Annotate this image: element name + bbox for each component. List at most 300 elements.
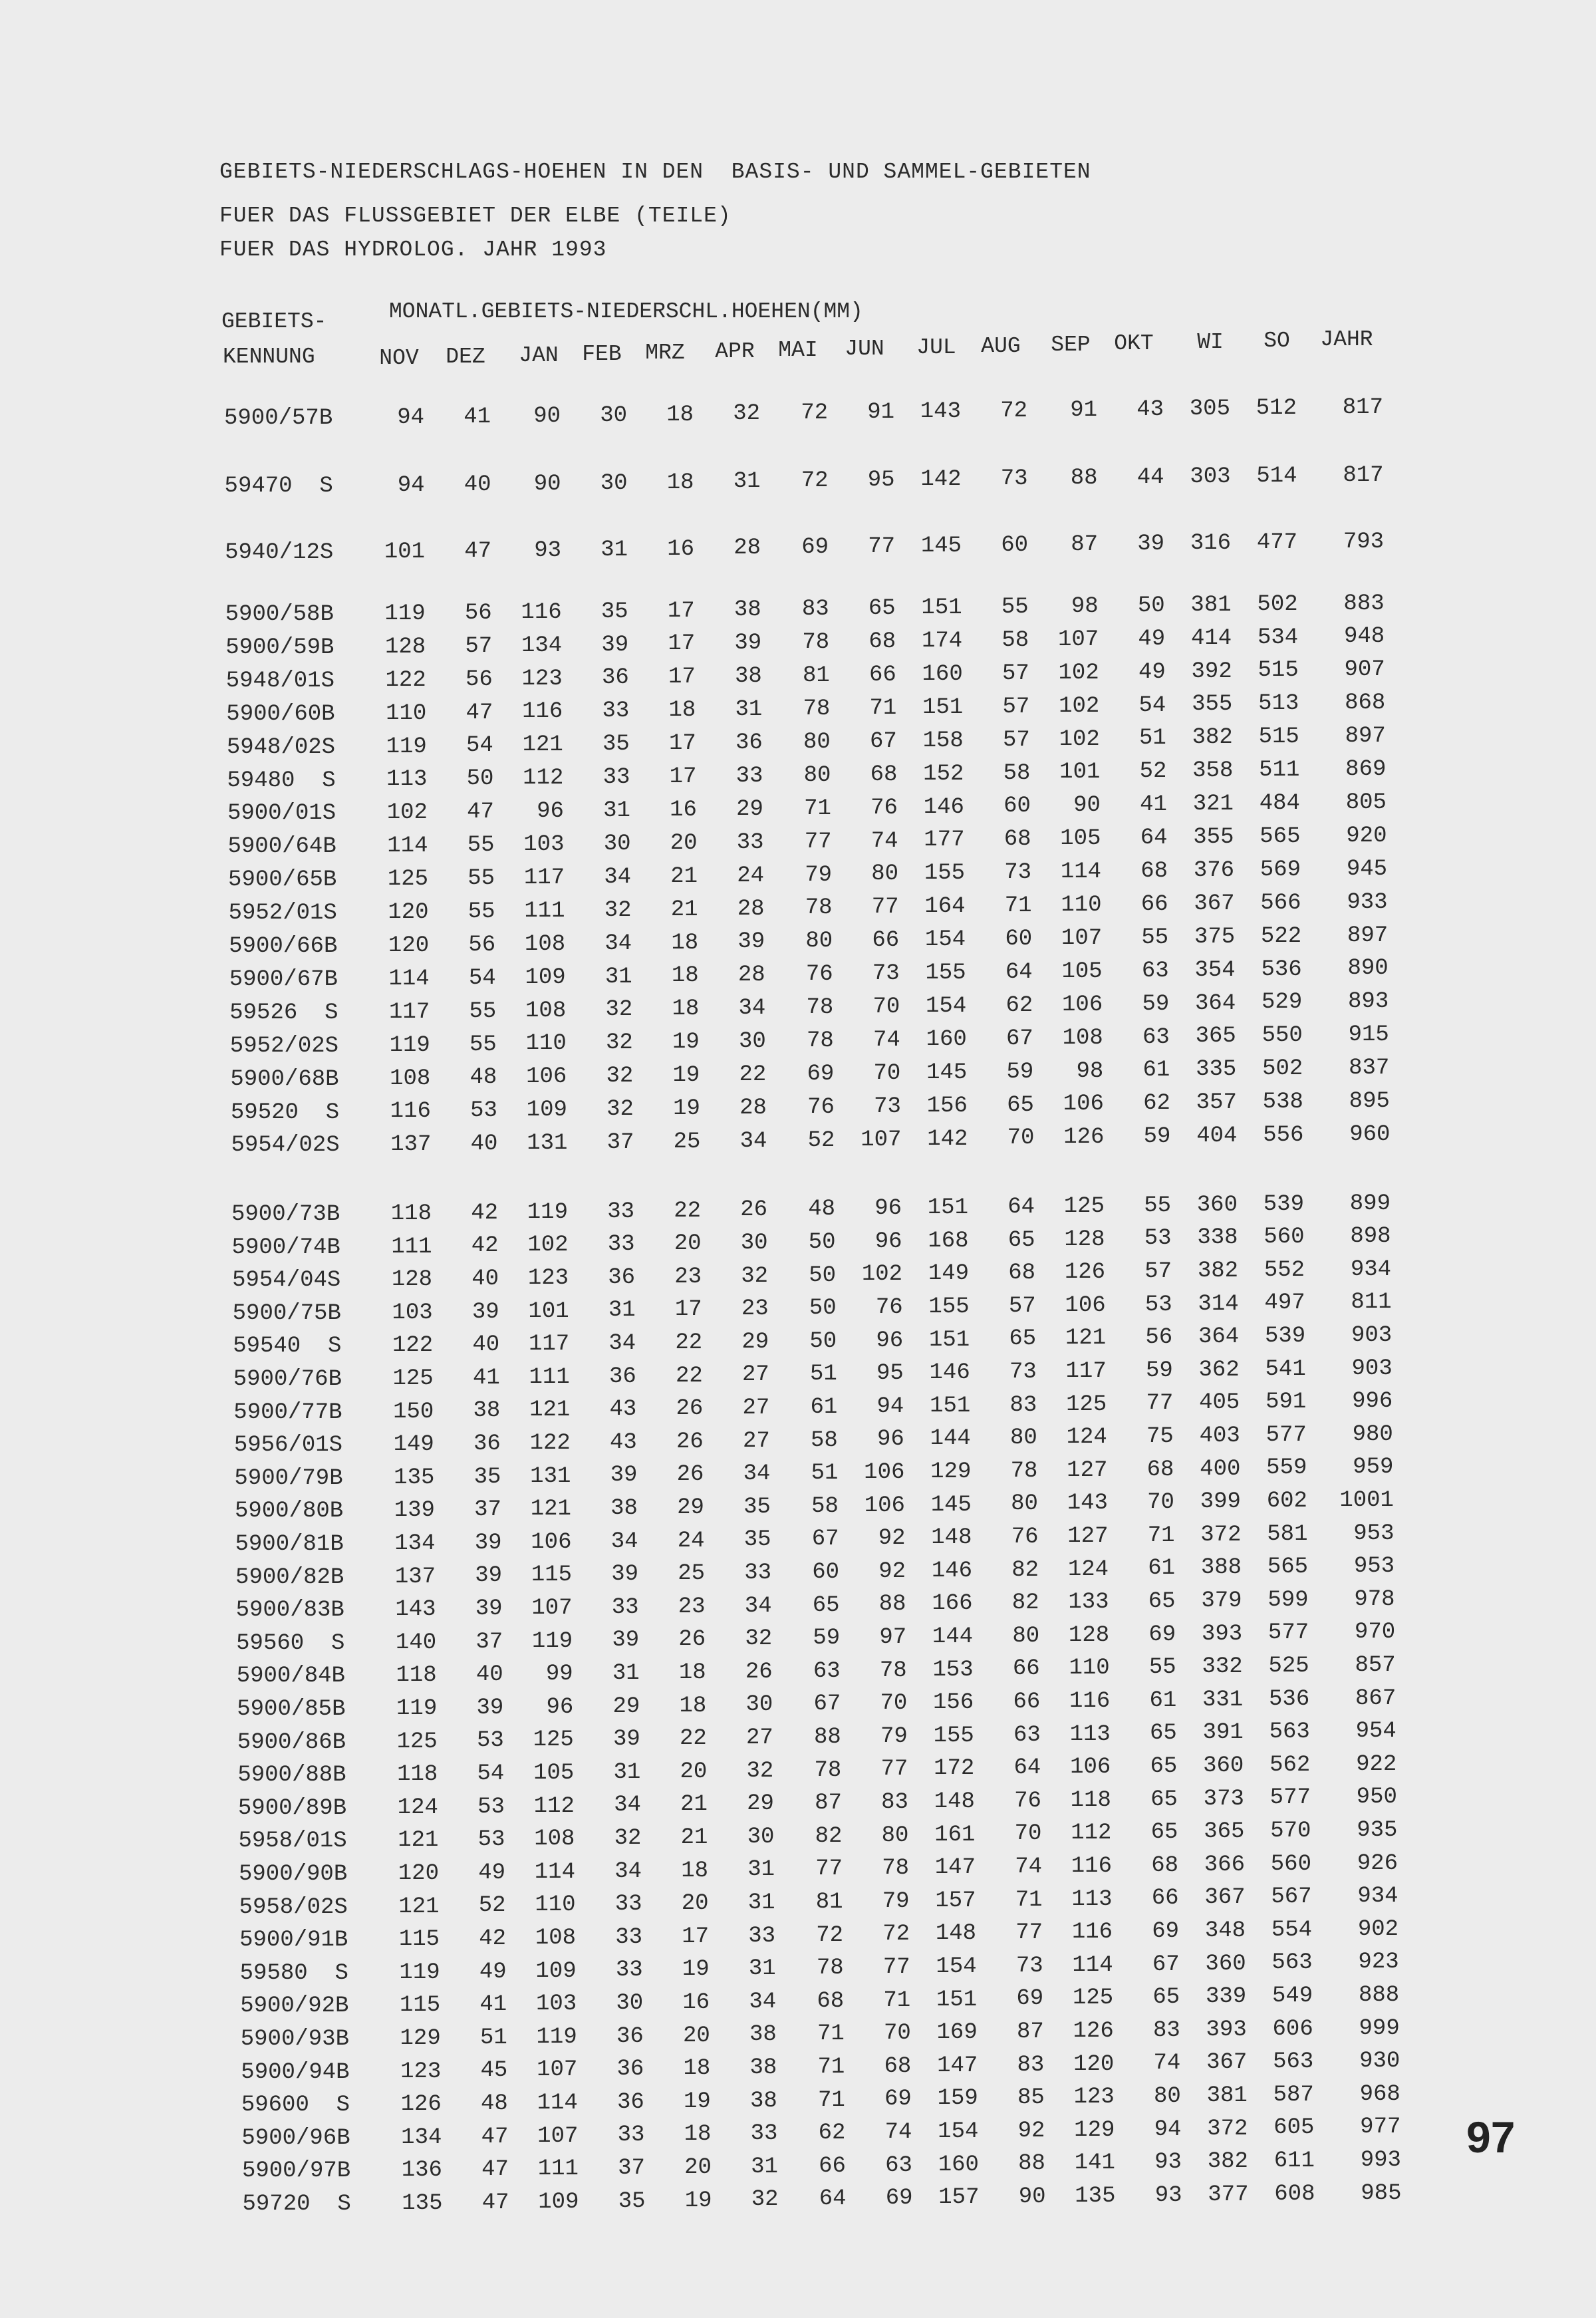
value-cell-jahr: 898 bbox=[1350, 1224, 1391, 1250]
value-cell-jul: 147 bbox=[934, 1855, 976, 1881]
value-cell-sep: 114 bbox=[1072, 1952, 1113, 1978]
value-cell-apr: 32 bbox=[741, 1263, 769, 1289]
value-cell-jan: 110 bbox=[535, 1892, 576, 1918]
value-cell-so: 514 bbox=[1256, 463, 1297, 489]
value-cell-wi: 373 bbox=[1203, 1786, 1244, 1812]
value-cell-so: 502 bbox=[1262, 1056, 1303, 1082]
value-cell-jul: 169 bbox=[936, 2020, 978, 2046]
value-cell-dez: 55 bbox=[467, 866, 495, 891]
value-cell-so: 541 bbox=[1265, 1356, 1306, 1382]
value-cell-so: 602 bbox=[1266, 1489, 1307, 1514]
value-cell-nov: 118 bbox=[397, 1762, 438, 1788]
value-cell-mrz: 25 bbox=[673, 1129, 701, 1155]
value-cell-wi: 379 bbox=[1201, 1588, 1242, 1614]
gebiets-kennung-cell: 5900/88B bbox=[237, 1763, 346, 1789]
value-cell-jul: 154 bbox=[938, 2118, 979, 2144]
value-cell-nov: 123 bbox=[400, 2059, 442, 2085]
value-cell-aug: 68 bbox=[1003, 827, 1031, 853]
value-cell-dez: 42 bbox=[471, 1233, 499, 1259]
value-cell-jul: 143 bbox=[920, 399, 961, 425]
value-cell-apr: 28 bbox=[737, 962, 765, 988]
gebiets-kennung-cell: 5948/02S bbox=[226, 734, 336, 760]
value-cell-sep: 106 bbox=[1070, 1755, 1111, 1781]
value-cell-jun: 80 bbox=[871, 861, 899, 887]
value-cell-sep: 106 bbox=[1065, 1292, 1106, 1318]
value-cell-nov: 119 bbox=[384, 601, 426, 627]
gebiets-kennung-cell: 5900/79B bbox=[234, 1465, 343, 1491]
column-header-sep: SEP bbox=[1051, 333, 1091, 357]
gebiets-kennung-cell: 5900/90B bbox=[239, 1862, 348, 1887]
value-cell-jul: 145 bbox=[926, 1060, 968, 1086]
value-cell-sep: 116 bbox=[1069, 1688, 1111, 1714]
value-cell-wi: 388 bbox=[1200, 1555, 1242, 1581]
value-cell-wi: 381 bbox=[1206, 2083, 1248, 2108]
value-cell-wi: 362 bbox=[1198, 1357, 1240, 1383]
value-cell-jul: 161 bbox=[934, 1822, 976, 1848]
value-cell-aug: 68 bbox=[1008, 1260, 1036, 1286]
value-cell-jun: 65 bbox=[868, 596, 896, 622]
value-cell-wi: 382 bbox=[1192, 725, 1233, 751]
value-cell-dez: 47 bbox=[464, 538, 492, 564]
value-cell-sep: 102 bbox=[1059, 726, 1100, 752]
value-cell-dez: 55 bbox=[467, 899, 495, 925]
value-cell-okt: 68 bbox=[1140, 859, 1168, 884]
value-cell-okt: 68 bbox=[1151, 1852, 1178, 1878]
value-cell-jul: 151 bbox=[922, 694, 964, 720]
value-cell-so: 497 bbox=[1264, 1290, 1305, 1316]
value-cell-nov: 128 bbox=[384, 634, 426, 660]
value-cell-feb: 36 bbox=[601, 665, 629, 691]
gebiets-kennung-cell: 5956/01S bbox=[233, 1433, 343, 1459]
value-cell-apr: 34 bbox=[744, 1593, 772, 1619]
value-cell-wi: 364 bbox=[1195, 990, 1236, 1016]
column-header-dez: DEZ bbox=[446, 345, 485, 369]
value-cell-apr: 30 bbox=[747, 1824, 775, 1850]
page-number: 97 bbox=[1466, 2112, 1516, 2162]
value-cell-aug: 57 bbox=[1008, 1293, 1036, 1319]
value-cell-jun: 94 bbox=[876, 1393, 904, 1419]
value-cell-okt: 93 bbox=[1154, 2150, 1182, 2176]
value-cell-jul: 152 bbox=[923, 761, 964, 787]
value-cell-jahr: 980 bbox=[1352, 1421, 1393, 1447]
value-cell-so: 484 bbox=[1259, 791, 1300, 816]
value-cell-sep: 102 bbox=[1059, 693, 1100, 719]
value-cell-jul: 154 bbox=[936, 1954, 977, 1979]
value-cell-apr: 31 bbox=[747, 1857, 775, 1883]
value-cell-mai: 67 bbox=[813, 1691, 841, 1717]
table-row bbox=[0, 1421, 1463, 1462]
value-cell-jun: 92 bbox=[878, 1558, 906, 1584]
table-row bbox=[0, 1487, 1463, 1528]
value-cell-apr: 39 bbox=[734, 631, 762, 656]
value-cell-so: 565 bbox=[1260, 823, 1301, 849]
value-cell-dez: 45 bbox=[480, 2058, 508, 2084]
gebiets-kennung-cell: 5900/60B bbox=[226, 701, 335, 727]
value-cell-feb: 37 bbox=[606, 1130, 634, 1155]
value-cell-jun: 96 bbox=[876, 1328, 904, 1354]
table-row bbox=[0, 1256, 1463, 1297]
value-cell-jun: 96 bbox=[877, 1427, 904, 1453]
value-cell-nov: 118 bbox=[396, 1663, 437, 1689]
value-cell-sep: 125 bbox=[1066, 1391, 1107, 1417]
table-row bbox=[0, 1652, 1463, 1693]
value-cell-sep: 106 bbox=[1063, 1091, 1104, 1117]
column-header-okt: OKT bbox=[1114, 331, 1154, 356]
value-cell-jul: 129 bbox=[930, 1459, 972, 1485]
value-cell-so: 549 bbox=[1271, 1983, 1313, 2009]
value-cell-feb: 29 bbox=[612, 1693, 640, 1719]
value-cell-aug: 57 bbox=[1003, 727, 1030, 753]
gebiets-kennung-cell: 5900/93B bbox=[240, 2027, 349, 2052]
value-cell-so: 587 bbox=[1273, 2082, 1314, 2108]
value-cell-apr: 35 bbox=[743, 1527, 771, 1553]
value-cell-aug: 66 bbox=[1012, 1656, 1040, 1682]
value-cell-jun: 97 bbox=[879, 1625, 907, 1650]
value-cell-jun: 106 bbox=[864, 1460, 905, 1485]
value-cell-aug: 66 bbox=[1013, 1689, 1041, 1715]
value-cell-jan: 123 bbox=[527, 1265, 569, 1291]
value-cell-mrz: 26 bbox=[676, 1429, 704, 1455]
value-cell-jan: 96 bbox=[546, 1694, 574, 1720]
value-cell-wi: 372 bbox=[1200, 1522, 1242, 1548]
value-cell-dez: 55 bbox=[469, 998, 497, 1024]
value-cell-jun: 72 bbox=[882, 1922, 910, 1948]
value-cell-jahr: 953 bbox=[1353, 1521, 1395, 1546]
value-cell-sep: 88 bbox=[1070, 465, 1098, 491]
value-cell-sep: 128 bbox=[1064, 1227, 1105, 1252]
table-row bbox=[0, 1685, 1463, 1726]
value-cell-mai: 65 bbox=[812, 1592, 840, 1618]
table-row bbox=[0, 1121, 1463, 1162]
value-cell-so: 567 bbox=[1271, 1884, 1312, 1910]
value-cell-wi: 392 bbox=[1191, 658, 1232, 684]
value-cell-mrz: 18 bbox=[666, 402, 694, 428]
value-cell-so: 563 bbox=[1269, 1719, 1310, 1745]
value-cell-mai: 72 bbox=[801, 400, 828, 426]
value-cell-jan: 116 bbox=[521, 599, 562, 625]
value-cell-jan: 122 bbox=[529, 1430, 571, 1456]
value-cell-so: 599 bbox=[1267, 1587, 1309, 1613]
value-cell-mai: 76 bbox=[805, 962, 833, 988]
value-cell-dez: 39 bbox=[476, 1695, 504, 1721]
value-cell-jahr: 857 bbox=[1355, 1652, 1396, 1678]
value-cell-sep: 120 bbox=[1073, 2051, 1115, 2077]
value-cell-jul: 145 bbox=[920, 533, 962, 559]
value-cell-mrz: 19 bbox=[684, 2188, 712, 2214]
value-cell-feb: 33 bbox=[611, 1594, 639, 1620]
value-cell-wi: 367 bbox=[1204, 1885, 1246, 1911]
value-cell-apr: 32 bbox=[751, 2187, 779, 2213]
value-cell-apr: 28 bbox=[739, 1095, 767, 1121]
value-cell-feb: 34 bbox=[604, 864, 632, 890]
value-cell-mrz: 21 bbox=[670, 863, 698, 889]
value-cell-feb: 33 bbox=[602, 765, 630, 791]
value-cell-wi: 393 bbox=[1206, 2017, 1247, 2043]
value-cell-mrz: 16 bbox=[667, 536, 695, 562]
value-cell-so: 538 bbox=[1262, 1089, 1303, 1115]
value-cell-aug: 65 bbox=[1007, 1227, 1035, 1253]
value-cell-jan: 109 bbox=[526, 1097, 567, 1123]
value-cell-okt: 93 bbox=[1154, 2182, 1182, 2208]
value-cell-dez: 56 bbox=[468, 932, 496, 958]
value-cell-feb: 31 bbox=[603, 798, 630, 823]
value-cell-jahr: 868 bbox=[1345, 690, 1386, 716]
value-cell-okt: 66 bbox=[1151, 1886, 1179, 1912]
value-cell-jahr: 923 bbox=[1358, 1950, 1399, 1975]
value-cell-apr: 28 bbox=[733, 535, 761, 561]
value-cell-nov: 121 bbox=[398, 1828, 439, 1854]
value-cell-mrz: 17 bbox=[674, 1297, 702, 1323]
value-cell-jahr: 960 bbox=[1349, 1121, 1391, 1147]
value-cell-apr: 38 bbox=[749, 2055, 777, 2081]
value-cell-dez: 40 bbox=[470, 1131, 498, 1157]
gebiets-kennung-cell: 5940/12S bbox=[225, 540, 334, 565]
value-cell-jan: 119 bbox=[527, 1199, 568, 1225]
gebiets-kennung-cell: 59540 S bbox=[233, 1334, 342, 1360]
value-cell-apr: 38 bbox=[734, 664, 762, 690]
value-cell-mrz: 18 bbox=[671, 930, 699, 956]
value-cell-mrz: 19 bbox=[684, 2089, 711, 2114]
value-cell-jahr: 950 bbox=[1356, 1785, 1397, 1811]
value-cell-mai: 72 bbox=[816, 1922, 844, 1948]
value-cell-jahr: 883 bbox=[1343, 591, 1385, 617]
value-cell-jahr: 959 bbox=[1353, 1455, 1394, 1481]
value-cell-feb: 33 bbox=[602, 698, 630, 724]
value-cell-apr: 28 bbox=[737, 896, 765, 922]
value-cell-jan: 125 bbox=[533, 1727, 574, 1753]
value-cell-so: 591 bbox=[1265, 1389, 1307, 1415]
value-cell-jan: 123 bbox=[521, 666, 563, 692]
value-cell-wi: 303 bbox=[1190, 464, 1231, 490]
gebiets-kennung-cell: 5954/04S bbox=[232, 1268, 341, 1294]
value-cell-mai: 51 bbox=[809, 1362, 837, 1387]
value-cell-mai: 67 bbox=[811, 1526, 839, 1552]
value-cell-mai: 87 bbox=[815, 1791, 842, 1816]
value-cell-jul: 155 bbox=[933, 1723, 974, 1749]
value-cell-wi: 400 bbox=[1200, 1456, 1241, 1482]
value-cell-sep: 87 bbox=[1071, 531, 1099, 557]
value-cell-wi: 338 bbox=[1197, 1225, 1238, 1251]
value-cell-mrz: 20 bbox=[674, 1231, 702, 1257]
value-cell-jul: 148 bbox=[931, 1525, 972, 1551]
value-cell-jul: 151 bbox=[927, 1195, 968, 1221]
value-cell-jun: 70 bbox=[883, 2021, 911, 2047]
gebiets-kennung-cell: 59560 S bbox=[236, 1630, 345, 1656]
value-cell-sep: 126 bbox=[1073, 2018, 1114, 2044]
value-cell-apr: 29 bbox=[741, 1329, 769, 1355]
value-cell-jan: 134 bbox=[521, 633, 563, 658]
value-cell-wi: 376 bbox=[1193, 857, 1235, 883]
value-cell-jul: 146 bbox=[923, 794, 964, 820]
value-cell-jan: 107 bbox=[537, 2057, 578, 2083]
value-cell-mrz: 18 bbox=[671, 963, 699, 989]
value-cell-feb: 33 bbox=[615, 1924, 643, 1950]
value-cell-okt: 61 bbox=[1148, 1556, 1176, 1582]
value-cell-aug: 67 bbox=[1005, 1026, 1033, 1052]
value-cell-jun: 69 bbox=[885, 2186, 913, 2212]
table-row bbox=[0, 394, 1463, 435]
value-cell-sep: 121 bbox=[1065, 1326, 1107, 1352]
value-cell-dez: 53 bbox=[470, 1098, 497, 1124]
gebiets-kennung-cell: 5958/02S bbox=[239, 1894, 348, 1920]
value-cell-apr: 31 bbox=[735, 697, 763, 723]
value-cell-feb: 36 bbox=[616, 2023, 644, 2049]
value-cell-nov: 134 bbox=[401, 2124, 442, 2150]
value-cell-mai: 80 bbox=[805, 929, 833, 954]
value-cell-feb: 32 bbox=[605, 1030, 633, 1056]
value-cell-dez: 36 bbox=[473, 1431, 501, 1457]
value-cell-apr: 32 bbox=[733, 401, 760, 427]
value-cell-jun: 96 bbox=[874, 1229, 902, 1254]
value-cell-so: 606 bbox=[1272, 2016, 1313, 2042]
value-cell-feb: 34 bbox=[608, 1331, 636, 1356]
value-cell-jan: 108 bbox=[535, 1925, 577, 1951]
value-cell-jan: 111 bbox=[524, 898, 565, 924]
value-cell-mai: 81 bbox=[815, 1889, 843, 1915]
value-cell-wi: 355 bbox=[1193, 825, 1234, 850]
value-cell-feb: 37 bbox=[618, 2156, 645, 2181]
value-cell-nov: 119 bbox=[399, 1959, 440, 1985]
value-cell-sep: 107 bbox=[1061, 925, 1103, 951]
value-cell-mai: 51 bbox=[811, 1461, 839, 1487]
value-cell-dez: 47 bbox=[481, 2157, 509, 2183]
value-cell-so: 570 bbox=[1270, 1818, 1311, 1844]
value-cell-apr: 34 bbox=[738, 996, 766, 1022]
value-cell-jahr: 817 bbox=[1342, 394, 1383, 420]
value-cell-feb: 39 bbox=[611, 1562, 639, 1588]
value-cell-sep: 116 bbox=[1071, 1853, 1112, 1879]
value-cell-jan: 103 bbox=[523, 832, 565, 857]
value-cell-apr: 30 bbox=[740, 1231, 768, 1256]
value-cell-mai: 72 bbox=[801, 468, 829, 494]
value-cell-okt: 61 bbox=[1149, 1687, 1177, 1713]
value-cell-dez: 53 bbox=[477, 1794, 505, 1820]
value-cell-nov: 120 bbox=[398, 1860, 439, 1886]
value-cell-jun: 66 bbox=[872, 928, 900, 954]
value-cell-aug: 76 bbox=[1014, 1788, 1041, 1814]
value-cell-feb: 43 bbox=[610, 1429, 637, 1455]
value-cell-jahr: 895 bbox=[1349, 1089, 1390, 1114]
value-cell-okt: 83 bbox=[1152, 2017, 1180, 2043]
value-cell-feb: 31 bbox=[608, 1298, 636, 1324]
value-cell-feb: 32 bbox=[606, 1097, 634, 1123]
value-cell-wi: 399 bbox=[1200, 1489, 1241, 1515]
value-cell-nov: 124 bbox=[397, 1795, 438, 1820]
value-cell-jul: 157 bbox=[938, 2185, 980, 2211]
value-cell-nov: 102 bbox=[386, 800, 428, 826]
value-cell-mai: 60 bbox=[812, 1559, 840, 1585]
table-row bbox=[0, 1620, 1463, 1660]
value-cell-dez: 49 bbox=[478, 1860, 505, 1886]
gebiets-kennung-cell: 5948/01S bbox=[225, 668, 334, 694]
value-cell-aug: 92 bbox=[1017, 2118, 1045, 2144]
value-cell-jahr: 805 bbox=[1345, 790, 1387, 815]
gebiets-kennung-cell: 59600 S bbox=[241, 2093, 350, 2118]
value-cell-feb: 33 bbox=[615, 1957, 643, 1983]
value-cell-nov: 103 bbox=[392, 1300, 433, 1326]
value-cell-apr: 26 bbox=[740, 1197, 767, 1223]
value-cell-aug: 64 bbox=[1007, 1195, 1035, 1220]
value-cell-aug: 78 bbox=[1010, 1458, 1038, 1484]
value-cell-jahr: 948 bbox=[1343, 624, 1385, 650]
value-cell-apr: 39 bbox=[737, 929, 765, 955]
value-cell-apr: 24 bbox=[737, 863, 765, 889]
value-cell-aug: 85 bbox=[1017, 2085, 1045, 2111]
value-cell-aug: 57 bbox=[1001, 660, 1029, 686]
value-cell-nov: 108 bbox=[390, 1066, 431, 1091]
column-header-jan: JAN bbox=[519, 343, 559, 368]
value-cell-aug: 77 bbox=[1015, 1920, 1043, 1946]
value-cell-jun: 107 bbox=[861, 1127, 902, 1153]
value-cell-feb: 30 bbox=[616, 1991, 644, 2016]
value-cell-jul: 160 bbox=[938, 2152, 979, 2178]
value-cell-mrz: 18 bbox=[684, 2122, 712, 2148]
value-cell-dez: 48 bbox=[469, 1065, 497, 1091]
value-cell-mai: 78 bbox=[802, 630, 830, 656]
value-cell-feb: 43 bbox=[609, 1397, 637, 1423]
value-cell-apr: 35 bbox=[743, 1494, 771, 1520]
value-cell-aug: 65 bbox=[1009, 1326, 1037, 1352]
value-cell-okt: 75 bbox=[1146, 1424, 1174, 1449]
gebiets-kennung-cell: 59720 S bbox=[242, 2192, 351, 2217]
value-cell-wi: 377 bbox=[1208, 2182, 1249, 2208]
value-cell-dez: 54 bbox=[477, 1761, 505, 1787]
value-cell-okt: 62 bbox=[1143, 1091, 1170, 1117]
gebiets-kennung-cell: 5900/73B bbox=[231, 1202, 340, 1227]
value-cell-mrz: 29 bbox=[677, 1495, 704, 1521]
value-cell-jul: 144 bbox=[930, 1426, 971, 1452]
value-cell-jan: 109 bbox=[538, 2189, 579, 2215]
value-cell-jun: 67 bbox=[870, 728, 897, 754]
value-cell-dez: 53 bbox=[476, 1728, 504, 1754]
value-cell-apr: 33 bbox=[750, 2121, 778, 2147]
value-cell-mai: 69 bbox=[807, 1061, 835, 1087]
value-cell-feb: 36 bbox=[617, 2089, 644, 2115]
value-cell-sep: 102 bbox=[1058, 660, 1099, 686]
value-cell-aug: 74 bbox=[1015, 1854, 1042, 1880]
gebiets-kennung-cell: 5900/58B bbox=[225, 602, 334, 627]
table-row bbox=[0, 529, 1463, 569]
value-cell-jahr: 920 bbox=[1346, 823, 1387, 849]
value-cell-jahr: 999 bbox=[1359, 2015, 1400, 2041]
value-cell-so: 539 bbox=[1263, 1191, 1304, 1217]
value-cell-sep: 108 bbox=[1062, 1025, 1103, 1051]
value-cell-so: 560 bbox=[1264, 1225, 1305, 1250]
value-cell-mrz: 22 bbox=[674, 1198, 701, 1224]
value-cell-mai: 80 bbox=[803, 762, 831, 788]
value-cell-sep: 141 bbox=[1074, 2150, 1115, 2176]
value-cell-so: 539 bbox=[1264, 1324, 1306, 1349]
value-cell-sep: 127 bbox=[1067, 1523, 1109, 1549]
value-cell-jul: 168 bbox=[928, 1228, 969, 1254]
value-cell-feb: 35 bbox=[600, 599, 628, 625]
value-cell-okt: 50 bbox=[1137, 593, 1165, 619]
value-cell-jan: 108 bbox=[524, 931, 566, 957]
value-cell-jul: 146 bbox=[929, 1360, 970, 1386]
value-cell-jul: 151 bbox=[936, 1987, 978, 2013]
value-cell-nov: 125 bbox=[392, 1366, 434, 1391]
value-cell-jahr: 935 bbox=[1357, 1817, 1398, 1843]
value-cell-so: 525 bbox=[1268, 1654, 1309, 1679]
value-cell-so: 550 bbox=[1262, 1023, 1303, 1049]
value-cell-aug: 83 bbox=[1017, 2052, 1045, 2078]
value-cell-aug: 88 bbox=[1018, 2151, 1045, 2177]
value-cell-aug: 76 bbox=[1011, 1524, 1039, 1550]
column-header-nov: NOV bbox=[379, 346, 419, 370]
value-cell-dez: 42 bbox=[471, 1200, 498, 1226]
value-cell-so: 581 bbox=[1267, 1521, 1308, 1547]
value-cell-jul: 156 bbox=[926, 1093, 968, 1119]
